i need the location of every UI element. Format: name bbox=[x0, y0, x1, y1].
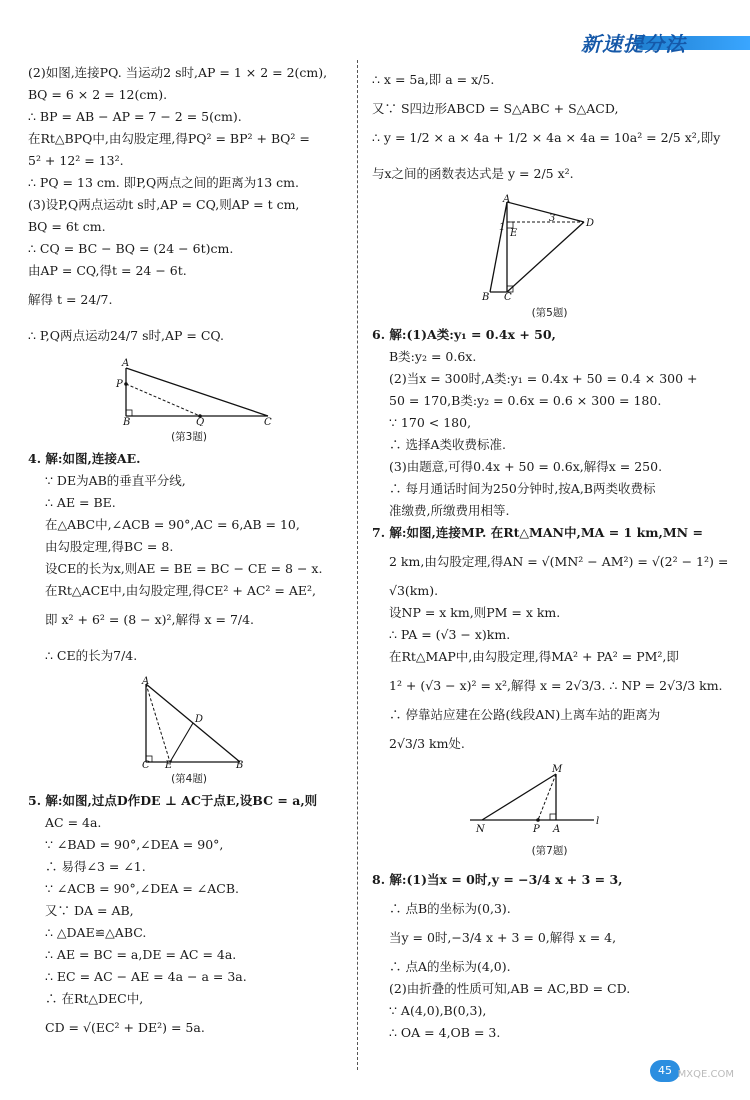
text-line: (3)由题意,可得0.4x + 50 = 0.6x,解得x = 250. bbox=[389, 459, 663, 474]
text-line: ∴ AE = BE. bbox=[45, 495, 116, 510]
figure-5-diagram bbox=[372, 194, 727, 302]
watermark: MXQE.COM bbox=[677, 1069, 734, 1080]
label-N: N bbox=[476, 824, 485, 835]
label-B: B bbox=[236, 760, 244, 768]
text-line: (2)当x = 300时,A类:y₁ = 0.4x + 50 = 0.4 × 300 + bbox=[389, 371, 698, 386]
text-line: 由AP = CQ,得t = 24 − 6t. bbox=[28, 263, 187, 278]
text-line: 2√3/3 km处. bbox=[389, 736, 465, 751]
text-line: 又∵ S四边形ABCD = S△ABC + S△ACD, bbox=[372, 101, 619, 116]
label-l: l bbox=[596, 816, 600, 827]
label-3: 3 bbox=[549, 213, 556, 224]
text-line: 由勾股定理,得BC = 8. bbox=[45, 539, 174, 554]
figure-7-caption: (第7题) bbox=[531, 845, 568, 857]
page-number-badge: 45 bbox=[650, 1060, 680, 1082]
text-line: B类:y₂ = 0.6x. bbox=[389, 349, 477, 364]
text-line: ∴ 每月通话时间为250分钟时,按A,B两类收费标 bbox=[389, 481, 656, 496]
label-D: D bbox=[586, 218, 595, 229]
label-E: E bbox=[165, 760, 173, 768]
text-line: ∴ CQ = BC − BQ = (24 − 6t)cm. bbox=[28, 241, 234, 256]
question-4-head: 4. 解:如图,连接AE. bbox=[28, 451, 141, 466]
label-A: A bbox=[553, 824, 561, 835]
figure-7-diagram bbox=[372, 764, 727, 840]
figure-5 bbox=[372, 194, 727, 320]
text-line: 设CE的长为x,则AE = BE = BC − CE = 8 − x. bbox=[45, 561, 323, 576]
label-P: P bbox=[533, 824, 540, 835]
label-E: E bbox=[510, 228, 518, 239]
text-line: ∴ PA = (√3 − x)km. bbox=[389, 627, 511, 642]
text-line: 在Rt△MAP中,由勾股定理,得MA² + PA² = PM²,即 bbox=[389, 649, 679, 664]
text-line: ∴ 选择A类收费标准. bbox=[389, 437, 506, 452]
label-Q: Q bbox=[196, 417, 205, 426]
figure-3 bbox=[28, 356, 350, 444]
question-6-head: 6. 解:(1)A类:y₁ = 0.4x + 50, bbox=[372, 327, 556, 342]
text-line: BQ = 6 × 2 = 12(cm). bbox=[28, 87, 168, 102]
text-line: ∵ ∠ACB = 90°,∠DEA = ∠ACB. bbox=[45, 881, 240, 896]
text-line: ∴ 点B的坐标为(0,3). bbox=[389, 901, 511, 916]
text-line: ∴ EC = AC − AE = 4a − a = 3a. bbox=[45, 969, 247, 984]
text-line: ∴ 停靠站应建在公路(线段AN)上离车站的距离为 bbox=[389, 707, 661, 722]
text-line: 即 x² + 6² = (8 − x)²,解得 x = 7/4. bbox=[45, 612, 255, 627]
left-column bbox=[28, 62, 350, 1046]
text-line: 准缴费,所缴费用相等. bbox=[389, 503, 510, 518]
text-line: BQ = 6t cm. bbox=[28, 219, 106, 234]
text-line: ∴ x = 5a,即 a = x/5. bbox=[372, 72, 495, 87]
text-line: 解得 t = 24/7. bbox=[28, 292, 113, 307]
text-line: √3(km). bbox=[389, 583, 439, 598]
label-A: A bbox=[503, 194, 511, 205]
figure-4 bbox=[28, 676, 350, 786]
column-divider bbox=[357, 60, 358, 1070]
label-C: C bbox=[264, 417, 272, 426]
label-C: C bbox=[142, 760, 150, 768]
text-line: 1² + (√3 − x)² = x²,解得 x = 2√3/3. ∴ NP = 2√3/3 km. bbox=[389, 678, 723, 693]
text-line: (3)设P,Q两点运动t s时,AP = CQ,则AP = t cm, bbox=[28, 197, 300, 212]
label-P: P bbox=[116, 379, 123, 390]
text-line: 与x之间的函数表达式是 y = 2/5 x². bbox=[372, 166, 574, 181]
brand-text: 新速提分法 bbox=[581, 32, 686, 56]
right-column bbox=[372, 62, 727, 1044]
label-A: A bbox=[142, 676, 150, 687]
text-line: 设NP = x km,则PM = x km. bbox=[389, 605, 561, 620]
text-line: 在Rt△BPQ中,由勾股定理,得PQ² = BP² + BQ² = bbox=[28, 131, 310, 146]
question-5-head: 5. 解:如图,过点D作DE ⊥ AC于点E,设BC = a,则 bbox=[28, 793, 318, 808]
label-B: B bbox=[482, 292, 490, 302]
text-line bbox=[372, 522, 727, 544]
text-line: ∵ ∠BAD = 90°,∠DEA = 90°, bbox=[45, 837, 224, 852]
text-line: 2 km,由勾股定理,得AN = √(MN² − AM²) = √(2² − 1²) = bbox=[389, 554, 729, 569]
figure-4-diagram bbox=[28, 676, 350, 768]
text-line: 在△ABC中,∠ACB = 90°,AC = 6,AB = 10, bbox=[45, 517, 300, 532]
text-line: ∴ OA = 4,OB = 3. bbox=[389, 1025, 501, 1040]
text-line: 50 = 170,B类:y₂ = 0.6x = 0.6 × 300 = 180. bbox=[389, 393, 662, 408]
question-7-head: 7. 解:如图,连接MP. 在Rt△MAN中,MA = 1 km,MN = bbox=[372, 525, 703, 540]
brand-logo bbox=[575, 28, 750, 54]
text-line: (2)由折叠的性质可知,AB = AC,BD = CD. bbox=[389, 981, 631, 996]
figure-4-caption: (第4题) bbox=[171, 773, 207, 785]
text-line: ∴ △DAE≌△ABC. bbox=[45, 925, 147, 940]
text-line: ∴ PQ = 13 cm. 即P,Q两点之间的距离为13 cm. bbox=[28, 175, 299, 190]
text-line: ∵ DE为AB的垂直平分线, bbox=[45, 473, 186, 488]
text-line: ∴ 点A的坐标为(4,0). bbox=[389, 959, 511, 974]
text-line bbox=[28, 790, 350, 812]
figure-7 bbox=[372, 764, 727, 858]
text-line bbox=[372, 862, 727, 898]
text-line bbox=[28, 448, 350, 470]
figure-3-diagram bbox=[28, 356, 350, 426]
text-line: ∵ A(4,0),B(0,3), bbox=[389, 1003, 487, 1018]
text-line: 又∵ DA = AB, bbox=[45, 903, 134, 918]
text-line: AC = 4a. bbox=[45, 815, 102, 830]
question-8-head: 8. 解:(1)当x = 0时,y = −3/4 x + 3 = 3, bbox=[372, 872, 623, 887]
text-line: ∵ 170 < 180, bbox=[389, 415, 472, 430]
label-M: M bbox=[552, 764, 563, 775]
text-line: ∴ BP = AB − AP = 7 − 2 = 5(cm). bbox=[28, 109, 242, 124]
figure-5-caption: (第5题) bbox=[531, 307, 568, 319]
text-line: ∴ P,Q两点运动24/7 s时,AP = CQ. bbox=[28, 328, 224, 343]
label-C: C bbox=[504, 292, 512, 302]
label-B: B bbox=[123, 417, 131, 426]
text-line: 5² + 12² = 13². bbox=[28, 153, 124, 168]
text-line: ∴ y = 1/2 × a × 4a + 1/2 × 4a × 4a = 10a² = 2/5 x²,即y bbox=[372, 130, 721, 145]
text-line: 在Rt△ACE中,由勾股定理,得CE² + AC² = AE², bbox=[45, 583, 316, 598]
text-line bbox=[372, 324, 727, 346]
label-D: D bbox=[195, 714, 204, 725]
text-line: ∴ CE的长为7/4. bbox=[45, 648, 138, 663]
text-line: 当y = 0时,−3/4 x + 3 = 0,解得 x = 4, bbox=[389, 930, 617, 945]
label-A: A bbox=[122, 358, 130, 369]
text-line: ∴ 易得∠3 = ∠1. bbox=[45, 859, 146, 874]
text-line: (2)如图,连接PQ. 当运动2 s时,AP = 1 × 2 = 2(cm), bbox=[28, 65, 328, 80]
figure-3-caption: (第3题) bbox=[171, 431, 207, 443]
label-1: 1 bbox=[499, 222, 506, 233]
text-line: ∴ AE = BC = a,DE = AC = 4a. bbox=[45, 947, 237, 962]
text-line: ∴ 在Rt△DEC中, bbox=[45, 991, 144, 1006]
text-line: CD = √(EC² + DE²) = 5a. bbox=[45, 1020, 205, 1035]
